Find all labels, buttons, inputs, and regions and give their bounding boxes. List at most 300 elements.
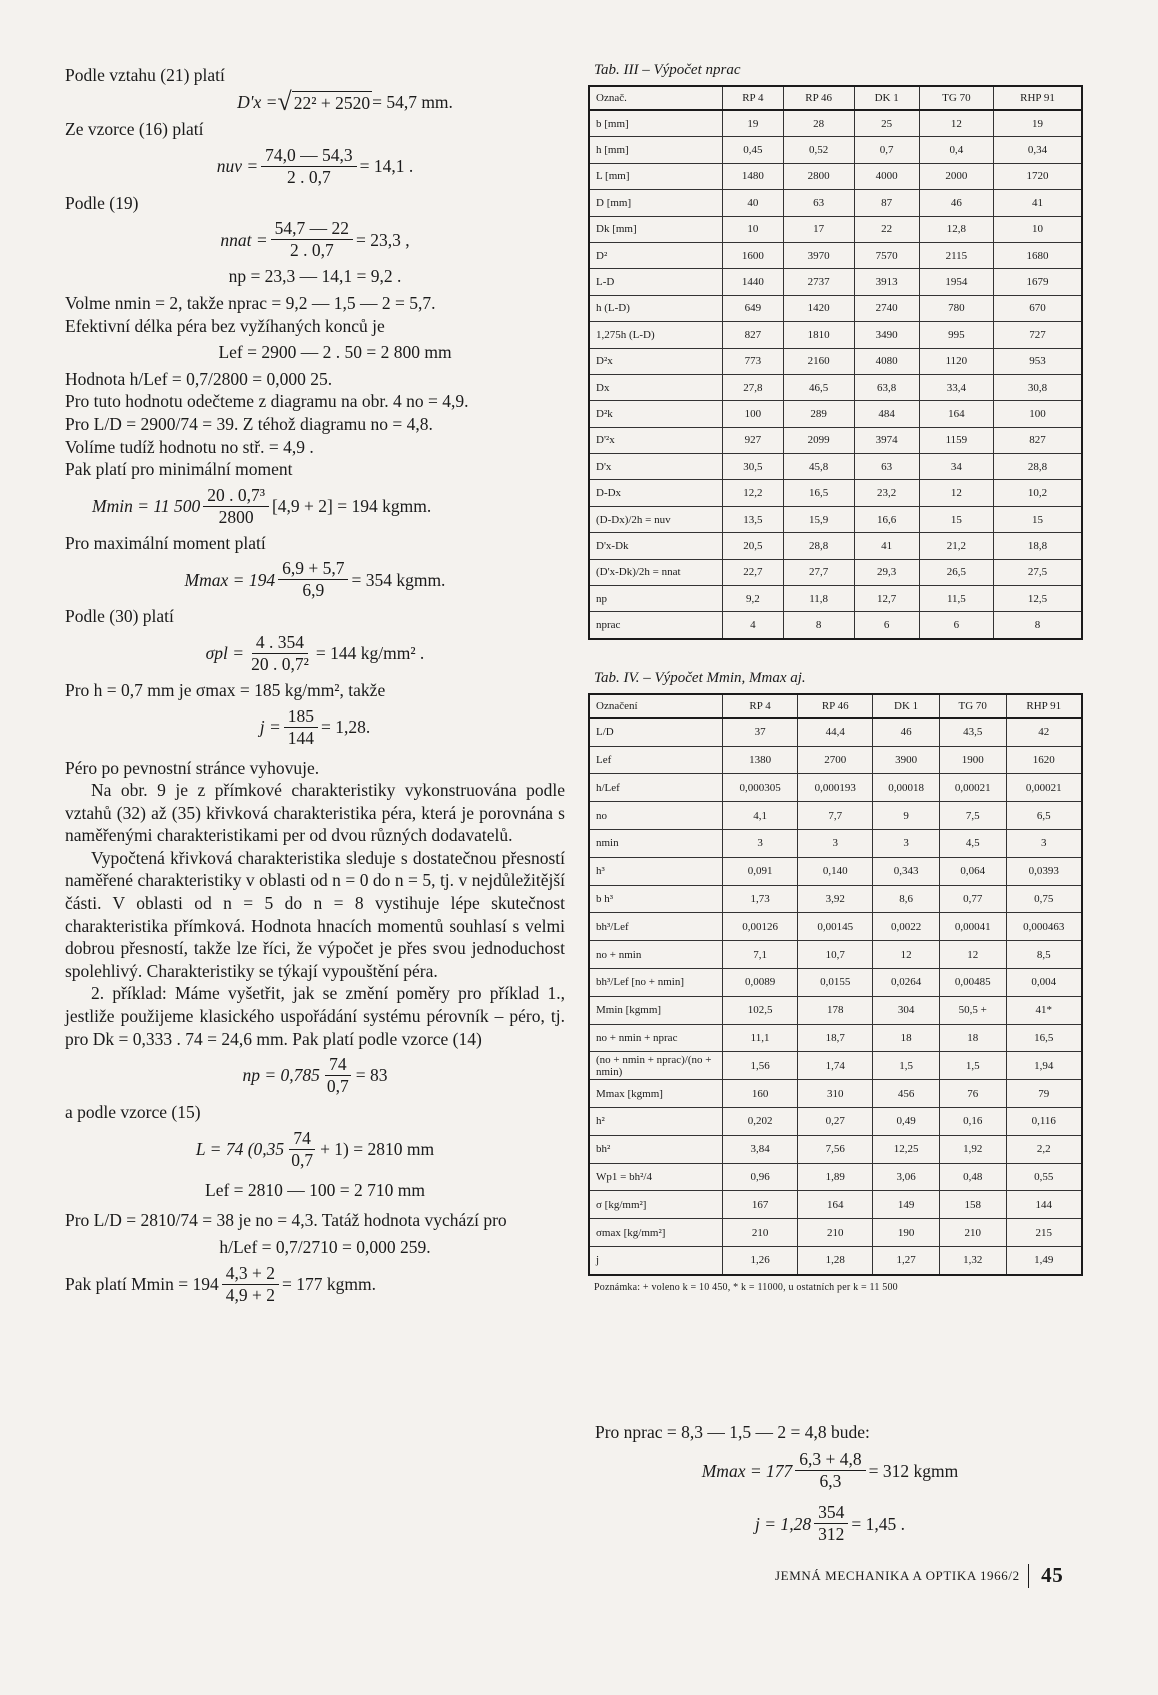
table-row [589,774,1082,802]
eq-lhs: j = 1,28 [755,1513,812,1534]
row-label-cell: h [mm] [589,137,723,163]
fraction [261,145,357,188]
eq-rhs: = 14,1 . [359,155,414,176]
text-line: Pro L/D = 2900/74 = 39. Z téhož diagramu no = 4,8. [65,413,433,434]
denominator: 2 . 0,7 [287,166,331,187]
equation-mmin [92,485,565,528]
row-label-cell: D'x-Dk [589,533,723,559]
table-row [589,427,1082,453]
text-line: Efektivní délka péra bez vyžíhaných konců je [65,315,385,336]
denominator: 20 . 0,7² [251,653,309,674]
eq-lhs: Pak platí Mmin = 194 [65,1273,219,1294]
data-cell: 10 [993,216,1082,242]
data-cell: 9,2 [723,586,784,612]
row-label-cell: D-Dx [589,480,723,506]
data-cell: 100 [993,401,1082,427]
eq-rhs: = 83 [355,1065,388,1086]
table-row [589,559,1082,585]
row-label-cell: no + nmin [589,941,723,969]
row-label-cell: Mmin [kgmm] [589,996,723,1024]
data-cell: 0,343 [873,857,940,885]
table-row [589,1080,1082,1108]
data-cell: 46,5 [783,374,854,400]
table-row [589,1052,1082,1080]
eq-lhs: nuv = [216,155,259,176]
data-cell: 63 [783,190,854,216]
row-label-cell: (D'x-Dk)/2h = nnat [589,559,723,585]
table-row [589,718,1082,746]
eq-lhs: L = 74 (0,35 [195,1139,285,1160]
table-row [589,1024,1082,1052]
numerator: 354 [814,1502,848,1524]
data-cell: 3,06 [873,1163,940,1191]
row-label-cell: L-D [589,269,723,295]
table-row [589,830,1082,858]
data-cell: 7570 [854,242,919,268]
numerator: 6,3 + 4,8 [795,1449,865,1471]
data-cell: 1,32 [939,1246,1006,1274]
text-line: a podle vzorce (15) [65,1102,201,1123]
paragraph: Na obr. 9 je z přímkové charakteristiky vykonstruována podle vztahů (32) až (35) křivková charakteristika péra, která je porovnána s naměřenými charakteristikami per od dvou různých dodavatelů. [65,780,565,846]
table-row [589,269,1082,295]
data-cell: 30,8 [993,374,1082,400]
data-cell: 310 [798,1080,873,1108]
table-row [589,454,1082,480]
table3 [588,85,1083,640]
table-row [589,163,1082,189]
data-cell: 18,8 [993,533,1082,559]
page-footer [775,1563,1063,1588]
data-cell: 3 [723,830,798,858]
data-cell: 2740 [854,295,919,321]
data-cell: 11,8 [783,586,854,612]
page-number: 45 [1041,1563,1064,1587]
data-cell: 1480 [723,163,784,189]
fraction [247,632,313,675]
data-cell: 79 [1006,1080,1082,1108]
data-cell: 1620 [1006,746,1082,774]
data-cell: 0,77 [939,885,1006,913]
row-label-cell: b [mm] [589,110,723,137]
equation-mmax [65,558,565,601]
row-label-cell: bh³/Lef [no + nmin] [589,968,723,996]
table-row [589,110,1082,137]
table4 [588,693,1083,1276]
data-cell: 21,2 [919,533,993,559]
eq-lhs: Mmax = 177 [701,1460,793,1481]
eq-radicand: 22² + 2520 [293,92,371,113]
eq-rhs: = 1,45 . [851,1513,905,1534]
data-cell: 0,000305 [723,774,798,802]
table-row [589,295,1082,321]
paragraph: Péro po pevnostní stránce vyhovuje. [65,757,320,778]
table-row [589,480,1082,506]
left-column [65,64,565,1310]
text-line: Pro h = 0,7 mm je σmax = 185 kg/mm², takže [65,679,386,700]
data-cell: 15 [993,506,1082,532]
numerator: 6,9 + 5,7 [278,558,348,580]
row-label-cell: D²k [589,401,723,427]
data-cell: 167 [723,1191,798,1219]
denominator: 144 [287,727,315,748]
data-cell: 0,4 [919,137,993,163]
fraction [323,1054,353,1097]
data-cell: 1679 [993,269,1082,295]
header-cell: RP 4 [723,86,784,110]
table-row [589,1107,1082,1135]
table-row [589,968,1082,996]
data-cell: 3970 [783,242,854,268]
data-cell: 28,8 [783,533,854,559]
table-row [589,533,1082,559]
eq-rhs: [4,9 + 2] = 194 kgmm. [271,495,432,516]
right-column [588,62,1083,1293]
equation-dx [125,87,565,117]
data-cell: 63 [854,454,919,480]
table-row [589,857,1082,885]
data-cell: 0,004 [1006,968,1082,996]
data-cell: 7,7 [798,802,873,830]
table4-body [589,694,1082,1275]
data-cell: 3 [1006,830,1082,858]
table-row [589,586,1082,612]
table-row [589,802,1082,830]
data-cell: 6 [919,612,993,639]
row-label-cell: bh² [589,1135,723,1163]
data-cell: 34 [919,454,993,480]
header-cell: RP 46 [798,694,873,718]
table-row [589,242,1082,268]
data-cell: 42 [1006,718,1082,746]
data-cell: 26,5 [919,559,993,585]
fraction [203,485,269,528]
row-label-cell: L [mm] [589,163,723,189]
data-cell: 2115 [919,242,993,268]
data-cell: 649 [723,295,784,321]
data-cell: 12 [939,941,1006,969]
data-cell: 0,00021 [939,774,1006,802]
data-cell: 3913 [854,269,919,295]
equation-nuv [65,145,565,188]
data-cell: 1,92 [939,1135,1006,1163]
fraction [271,218,353,261]
data-cell: 28 [783,110,854,137]
numerator: 74 [325,1054,351,1076]
numerator: 185 [284,706,318,728]
data-cell: 45,8 [783,454,854,480]
eq-rhs: = 54,7 mm. [372,92,453,113]
data-cell: 0,00126 [723,913,798,941]
text-line: Podle (19) [65,192,139,213]
data-cell: 0,52 [783,137,854,163]
data-cell: 1900 [939,746,1006,774]
eq-lhs: j = [259,716,281,737]
eq-lhs: σpl = [205,643,245,664]
data-cell: 43,5 [939,718,1006,746]
row-label-cell: h (L-D) [589,295,723,321]
table-row [589,506,1082,532]
eq-rhs: = 23,3 , [356,229,410,250]
equation-mmax2 [595,1449,1065,1492]
row-label-cell: (no + nmin + nprac)/(no + nmin) [589,1052,723,1080]
text-line: Pro L/D = 2810/74 = 38 je no = 4,3. Tatáž hodnota vychází pro [65,1210,507,1231]
text-line: Volíme tudíž hodnotu no stř. = 4,9 . [65,436,314,457]
equation-np2 [65,1054,565,1097]
data-cell: 0,96 [723,1163,798,1191]
data-cell: 28,8 [993,454,1082,480]
table3-body [589,86,1082,639]
table3-caption: Tab. III – Výpočet nprac [594,62,741,78]
eq-lhs: nnat = [220,229,268,250]
data-cell: 0,48 [939,1163,1006,1191]
header-cell: TG 70 [939,694,1006,718]
data-cell: 22 [854,216,919,242]
data-cell: 0,45 [723,137,784,163]
data-cell: 4000 [854,163,919,189]
row-label-cell: h/Lef [589,774,723,802]
row-label-cell: L/D [589,718,723,746]
data-cell: 33,4 [919,374,993,400]
data-cell: 289 [783,401,854,427]
data-cell: 2700 [798,746,873,774]
row-label-cell: D [mm] [589,190,723,216]
data-cell: 18,7 [798,1024,873,1052]
data-cell: 1,74 [798,1052,873,1080]
row-label-cell: nmin [589,830,723,858]
data-cell: 17 [783,216,854,242]
row-label-cell: np [589,586,723,612]
eq-rhs: = 312 kgmm [868,1460,959,1481]
data-cell: 1,94 [1006,1052,1082,1080]
data-cell: 0,116 [1006,1107,1082,1135]
table-row [589,1163,1082,1191]
data-cell: 46 [919,190,993,216]
data-cell: 4 [723,612,784,639]
row-label-cell: Dk [mm] [589,216,723,242]
data-cell: 23,2 [854,480,919,506]
data-cell: 190 [873,1219,940,1247]
data-cell: 304 [873,996,940,1024]
data-cell: 0,00485 [939,968,1006,996]
data-cell: 1,49 [1006,1246,1082,1274]
row-label-cell: σmax [kg/mm²] [589,1219,723,1247]
eq-rhs: + 1) = 2810 mm [320,1139,435,1160]
data-cell: 12,7 [854,586,919,612]
data-cell: 3 [873,830,940,858]
data-cell: 15,9 [783,506,854,532]
text-line: Volme nmin = 2, takže nprac = 9,2 — 1,5 — 2 = 5,7. [65,292,436,313]
table-row [589,913,1082,941]
data-cell: 827 [723,322,784,348]
data-cell: 215 [1006,1219,1082,1247]
data-cell: 100 [723,401,784,427]
table-header-row [589,86,1082,110]
data-cell: 1120 [919,348,993,374]
data-cell: 927 [723,427,784,453]
data-cell: 20,5 [723,533,784,559]
data-cell: 50,5 + [939,996,1006,1024]
header-label-cell: Označ. [589,86,723,110]
data-cell: 158 [939,1191,1006,1219]
data-cell: 2737 [783,269,854,295]
denominator: 2800 [218,506,254,527]
data-cell: 2160 [783,348,854,374]
data-cell: 164 [919,401,993,427]
data-cell: 0,00021 [1006,774,1082,802]
data-cell: 0,55 [1006,1163,1082,1191]
table-row [589,1246,1082,1274]
data-cell: 1,28 [798,1246,873,1274]
data-cell: 8,5 [1006,941,1082,969]
row-label-cell: 1,275h (L-D) [589,322,723,348]
data-cell: 12 [873,941,940,969]
data-cell: 4,5 [939,830,1006,858]
equation-np [65,265,565,288]
table-row [589,1191,1082,1219]
table-row [589,401,1082,427]
header-cell: DK 1 [854,86,919,110]
data-cell: 2099 [783,427,854,453]
data-cell: 11,1 [723,1024,798,1052]
data-cell: 178 [798,996,873,1024]
row-label-cell: D²x [589,348,723,374]
data-cell: 0,0393 [1006,857,1082,885]
data-cell: 164 [798,1191,873,1219]
text-line: Pro nprac = 8,3 — 1,5 — 2 = 4,8 bude: [595,1422,870,1442]
table-row [589,746,1082,774]
data-cell: 144 [1006,1191,1082,1219]
eq-text: Lef = 2900 — 2 . 50 = 2 800 mm [218,342,452,363]
data-cell: 827 [993,427,1082,453]
data-cell: 0,091 [723,857,798,885]
data-cell: 995 [919,322,993,348]
data-cell: 10,2 [993,480,1082,506]
data-cell: 37 [723,718,798,746]
row-label-cell: D'²x [589,427,723,453]
row-label-cell: no [589,802,723,830]
header-cell: RP 46 [783,86,854,110]
data-cell: 8 [993,612,1082,639]
data-cell: 3,92 [798,885,873,913]
data-cell: 1159 [919,427,993,453]
text-line: Pro tuto hodnotu odečteme z diagramu na obr. 4 no = 4,9. [65,391,469,412]
fraction [222,1263,279,1306]
data-cell: 160 [723,1080,798,1108]
data-cell: 27,5 [993,559,1082,585]
data-cell: 12,5 [993,586,1082,612]
text-line: Hodnota h/Lef = 0,7/2800 = 0,000 25. [65,368,333,389]
row-label-cell: Mmax [kgmm] [589,1080,723,1108]
table-header-row [589,694,1082,718]
data-cell: 3 [798,830,873,858]
eq-lhs: Mmax = 194 [184,569,276,590]
data-cell: 76 [939,1080,1006,1108]
data-cell: 10,7 [798,941,873,969]
numerator: 54,7 — 22 [271,218,353,240]
data-cell: 727 [993,322,1082,348]
right-equations [595,1421,1065,1549]
data-cell: 44,4 [798,718,873,746]
data-cell: 12,25 [873,1135,940,1163]
data-cell: 0,34 [993,137,1082,163]
data-cell: 11,5 [919,586,993,612]
text-line: Pro maximální moment platí [65,532,266,553]
data-cell: 22,7 [723,559,784,585]
data-cell: 3490 [854,322,919,348]
eq-lhs: Mmin = 11 500 [92,495,201,516]
row-label-cell: Wp1 = bh²/4 [589,1163,723,1191]
data-cell: 780 [919,295,993,321]
data-cell: 0,00018 [873,774,940,802]
fraction [284,706,318,749]
header-cell: DK 1 [873,694,940,718]
paragraph: Vypočtená křivková charakteristika sleduje s dostatečnou přesností naměřené charakteristiky v oblasti od n = 0 do n = 5, tj. v nejdůležitější části. V oblasti od n = 5 do n = 8 vystihuje lépe skutečnost charakteristika přímková. Hodnota hnacích momentů souhlasí s velmi dobrou přesností, takže lze říci, že výpočet je přes svou jednoduchost spolehlivý. Charakteristiky se týkají vypouštění péra. [65,847,565,981]
equation-lef [105,341,565,364]
data-cell: 1,5 [873,1052,940,1080]
data-cell: 0,27 [798,1107,873,1135]
data-cell: 0,0089 [723,968,798,996]
data-cell: 1600 [723,242,784,268]
data-cell: 16,6 [854,506,919,532]
data-cell: 16,5 [1006,1024,1082,1052]
header-cell: RHP 91 [1006,694,1082,718]
data-cell: 1380 [723,746,798,774]
data-cell: 29,3 [854,559,919,585]
denominator: 2 . 0,7 [289,240,334,261]
data-cell: 18 [873,1024,940,1052]
row-label-cell: D'x [589,454,723,480]
eq-rhs: = 144 kg/mm² . [315,643,425,664]
data-cell: 0,000463 [1006,913,1082,941]
equation-j [65,706,565,749]
data-cell: 7,56 [798,1135,873,1163]
equation-hlef [85,1236,565,1259]
data-cell: 0,00145 [798,913,873,941]
denominator: 4,9 + 2 [225,1284,276,1305]
data-cell: 1,56 [723,1052,798,1080]
data-cell: 18 [939,1024,1006,1052]
data-cell: 16,5 [783,480,854,506]
table-row [589,612,1082,639]
equation-nnat [65,218,565,261]
numerator: 74 [289,1128,315,1150]
data-cell: 0,064 [939,857,1006,885]
eq-lhs: np = 0,785 [242,1065,320,1086]
data-cell: 210 [723,1219,798,1247]
data-cell: 1680 [993,242,1082,268]
data-cell: 0,16 [939,1107,1006,1135]
data-cell: 27,8 [723,374,784,400]
numerator: 74,0 — 54,3 [261,145,357,167]
data-cell: 0,202 [723,1107,798,1135]
header-label-cell: Označení [589,694,723,718]
data-cell: 102,5 [723,996,798,1024]
row-label-cell: h³ [589,857,723,885]
fraction [814,1502,848,1545]
data-cell: 0,00041 [939,913,1006,941]
row-label-cell: b h³ [589,885,723,913]
data-cell: 3,84 [723,1135,798,1163]
data-cell: 19 [993,110,1082,137]
table-row [589,348,1082,374]
header-cell: RHP 91 [993,86,1082,110]
data-cell: 3900 [873,746,940,774]
data-cell: 41 [854,533,919,559]
numerator: 4 . 354 [252,632,308,654]
data-cell: 15 [919,506,993,532]
header-cell: RP 4 [723,694,798,718]
eq-text: np = 23,3 — 14,1 = 9,2 . [228,266,402,287]
